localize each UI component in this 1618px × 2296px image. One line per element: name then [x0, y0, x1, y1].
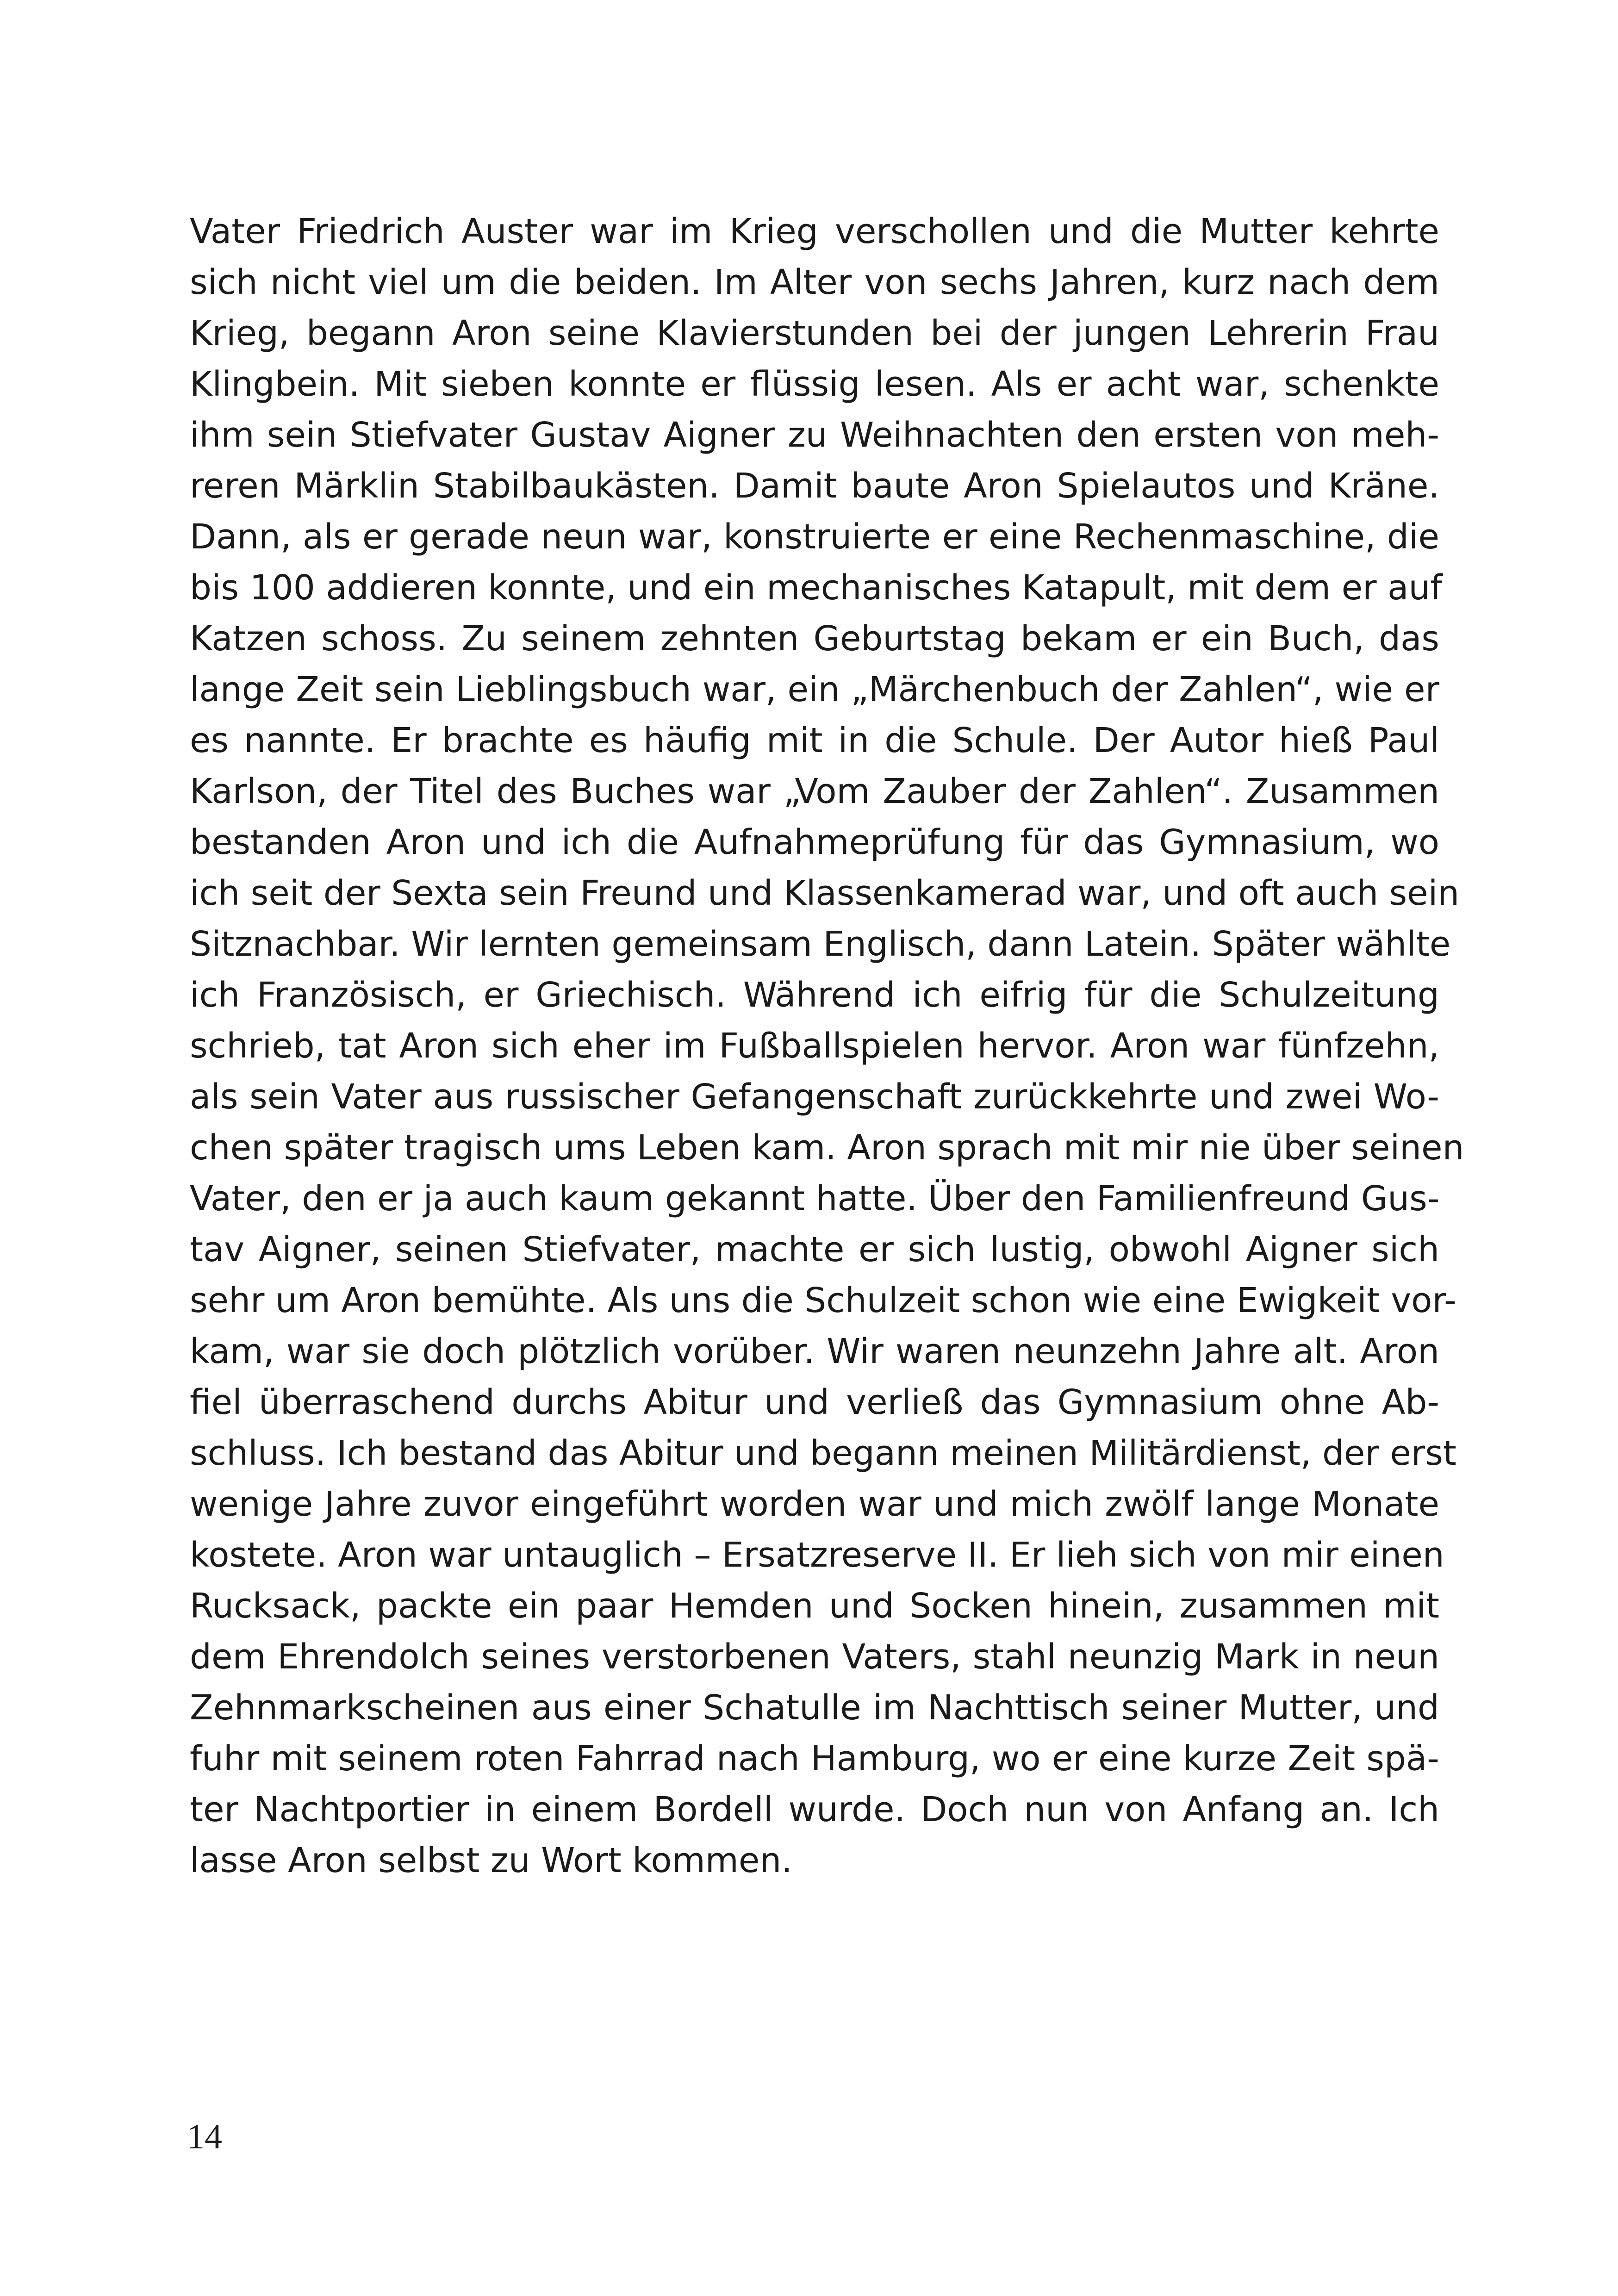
text-line: tav Aigner, seinen Stiefvater, machte er sich lustig, obwohl Aigner sich — [190, 1230, 1439, 1269]
text-line: sehr um Aron bemühte. Als uns die Schulzeit schon wie eine Ewigkeit vor- — [190, 1281, 1456, 1320]
text-line: bis 100 addieren konnte, und ein mechanisches Katapult, mit dem er auf — [190, 568, 1443, 608]
body-paragraph — [190, 206, 1464, 1886]
text-line: ich seit der Sexta sein Freund und Klassenkamerad war, und oft auch sein — [190, 873, 1460, 913]
text-line: Katzen schoss. Zu seinem zehnten Geburtstag bekam er ein Buch, das — [190, 619, 1439, 659]
text-line: Vater, den er ja auch kaum gekannt hatte. Über den Familienfreund Gus- — [190, 1179, 1440, 1219]
text-line: schrieb, tat Aron sich eher im Fußballspielen hervor. Aron war fünfzehn, — [190, 1026, 1439, 1066]
text-line: Karlson, der Titel des Buches war „Vom Zauber der Zahlen“. Zusammen — [190, 772, 1439, 811]
text-line: Sitznachbar. Wir lernten gemeinsam Englisch, dann Latein. Später wählte — [190, 924, 1451, 964]
text-line: bestanden Aron und ich die Aufnahmeprüfung für das Gymnasium, wo — [190, 822, 1439, 862]
text-line: fuhr mit seinem roten Fahrrad nach Hamburg, wo er eine kurze Zeit spä- — [190, 1739, 1439, 1779]
text-line: als sein Vater aus russischer Gefangenschaft zurückkehrte und zwei Wo- — [190, 1077, 1439, 1117]
text-line: Rucksack, packte ein paar Hemden und Socken hinein, zusammen mit — [190, 1586, 1439, 1626]
text-line: schluss. Ich bestand das Abitur und begann meinen Militärdienst, der erst — [190, 1433, 1456, 1473]
text-line: wenige Jahre zuvor eingeführt worden war und mich zwölf lange Monate — [190, 1484, 1439, 1524]
text-line: Klingbein. Mit sieben konnte er flüssig lesen. Als er acht war, schenkte — [190, 364, 1439, 404]
text-line: Zehnmarkscheinen aus einer Schatulle im Nachttisch seiner Mutter, und — [190, 1688, 1439, 1728]
text-line: lasse Aron selbst zu Wort kommen. — [190, 1841, 792, 1880]
text-line: chen später tragisch ums Leben kam. Aron sprach mit mir nie über seinen — [190, 1128, 1464, 1168]
page-number: 14 — [187, 2117, 222, 2156]
text-line: reren Märklin Stabilbaukästen. Damit baute Aron Spielautos und Kräne. — [190, 466, 1439, 506]
text-line: lange Zeit sein Lieblingsbuch war, ein „Märchenbuch der Zahlen“, wie er — [190, 670, 1439, 709]
text-line: es nannte. Er brachte es häufig mit in die Schule. Der Autor hieß Paul — [190, 721, 1439, 760]
text-line: fiel überraschend durchs Abitur und verließ das Gymnasium ohne Ab- — [190, 1382, 1439, 1422]
text-line: dem Ehrendolch seines verstorbenen Vaters, stahl neunzig Mark in neun — [190, 1637, 1439, 1677]
text-line: ter Nachtportier in einem Bordell wurde. Doch nun von Anfang an. Ich — [190, 1790, 1439, 1829]
text-line: Krieg, begann Aron seine Klavierstunden bei der jungen Lehrerin Frau — [190, 313, 1439, 353]
text-line: Vater Friedrich Auster war im Krieg verschollen und die Mutter kehrte — [190, 212, 1439, 251]
text-line: kam, war sie doch plötzlich vorüber. Wir waren neunzehn Jahre alt. Aron — [190, 1332, 1439, 1371]
text-line: sich nicht viel um die beiden. Im Alter von sechs Jahren, kurz nach dem — [190, 262, 1439, 302]
text-line: Dann, als er gerade neun war, konstruierte er eine Rechenmaschine, die — [190, 517, 1439, 557]
text-line: kostete. Aron war untauglich – Ersatzreserve II. Er lieh sich von mir einen — [190, 1535, 1444, 1575]
text-line: ihm sein Stiefvater Gustav Aigner zu Weihnachten den ersten von meh- — [190, 415, 1439, 455]
text-line: ich Französisch, er Griechisch. Während ich eifrig für die Schulzeitung — [190, 975, 1439, 1015]
